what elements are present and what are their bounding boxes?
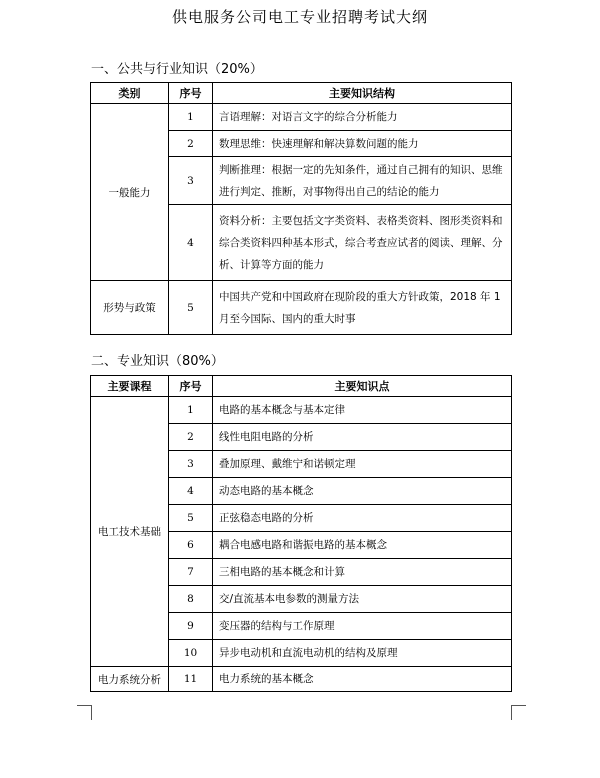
row-number: 7 (169, 559, 213, 586)
category-power-system-analysis: 电力系统分析 (91, 667, 169, 692)
row-text: 三相电路的基本概念和计算 (213, 559, 512, 586)
row-number: 8 (169, 586, 213, 613)
row-number: 1 (169, 104, 213, 131)
row-number: 2 (169, 424, 213, 451)
table-header-row (91, 376, 512, 397)
row-text: 电路的基本概念与基本定律 (213, 397, 512, 424)
category-electrical-fundamentals: 电工技术基础 (91, 397, 169, 667)
row-text: 正弦稳态电路的分析 (213, 505, 512, 532)
header-number: 序号 (169, 83, 213, 104)
row-text: 变压器的结构与工作原理 (213, 613, 512, 640)
professional-knowledge-table (90, 375, 512, 692)
category-general-ability: 一般能力 (91, 104, 169, 281)
row-number: 2 (169, 131, 213, 157)
crop-mark-left (77, 705, 92, 720)
row-number: 1 (169, 397, 213, 424)
row-number: 3 (169, 157, 213, 205)
header-category: 类别 (91, 83, 169, 104)
row-number: 4 (169, 478, 213, 505)
row-text: 动态电路的基本概念 (213, 478, 512, 505)
row-number: 6 (169, 532, 213, 559)
crop-mark-right (511, 705, 526, 720)
row-number: 3 (169, 451, 213, 478)
table-row (91, 104, 512, 131)
row-number: 5 (169, 505, 213, 532)
header-number: 序号 (169, 376, 213, 397)
public-knowledge-table (90, 82, 512, 335)
row-text: 数理思维：快速理解和解决算数问题的能力 (213, 131, 512, 157)
row-text: 电力系统的基本概念 (213, 667, 512, 692)
row-number: 4 (169, 205, 213, 281)
document-title: 供电服务公司电工专业招聘考试大纲 (171, 8, 428, 26)
table-row (91, 397, 512, 424)
table-header-row (91, 83, 512, 104)
row-text: 异步电动机和直流电动机的结构及原理 (213, 640, 512, 667)
row-text: 交/直流基本电参数的测量方法 (213, 586, 512, 613)
row-number: 5 (169, 281, 213, 335)
header-knowledge-structure: 主要知识结构 (213, 83, 512, 104)
row-text: 资料分析：主要包括文字类资料、表格类资料、图形类资料和综合类资料四种基本形式，综合考查应试者的阅读、理解、分析、计算等方面的能力 (213, 205, 512, 281)
section-heading-professional-knowledge: 二、专业知识（80%） (91, 354, 224, 369)
row-text: 叠加原理、戴维宁和诺顿定理 (213, 451, 512, 478)
row-number: 10 (169, 640, 213, 667)
row-text: 中国共产党和中国政府在现阶段的重大方针政策，2018 年 1月至今国际、国内的重大时事 (213, 281, 512, 335)
row-number: 9 (169, 613, 213, 640)
section-heading-public-knowledge: 一、公共与行业知识（20%） (91, 62, 263, 77)
category-situation-policy: 形势与政策 (91, 281, 169, 335)
row-text: 耦合电感电路和谐振电路的基本概念 (213, 532, 512, 559)
table-row (91, 667, 512, 692)
header-main-course: 主要课程 (91, 376, 169, 397)
table-row (91, 281, 512, 335)
row-text: 判断推理：根据一定的先知条件，通过自己拥有的知识、思维进行判定、推断，对事物得出自己的结论的能力 (213, 157, 512, 205)
row-text: 言语理解：对语言文字的综合分析能力 (213, 104, 512, 131)
header-main-knowledge-points: 主要知识点 (213, 376, 512, 397)
row-text: 线性电阻电路的分析 (213, 424, 512, 451)
row-number: 11 (169, 667, 213, 692)
